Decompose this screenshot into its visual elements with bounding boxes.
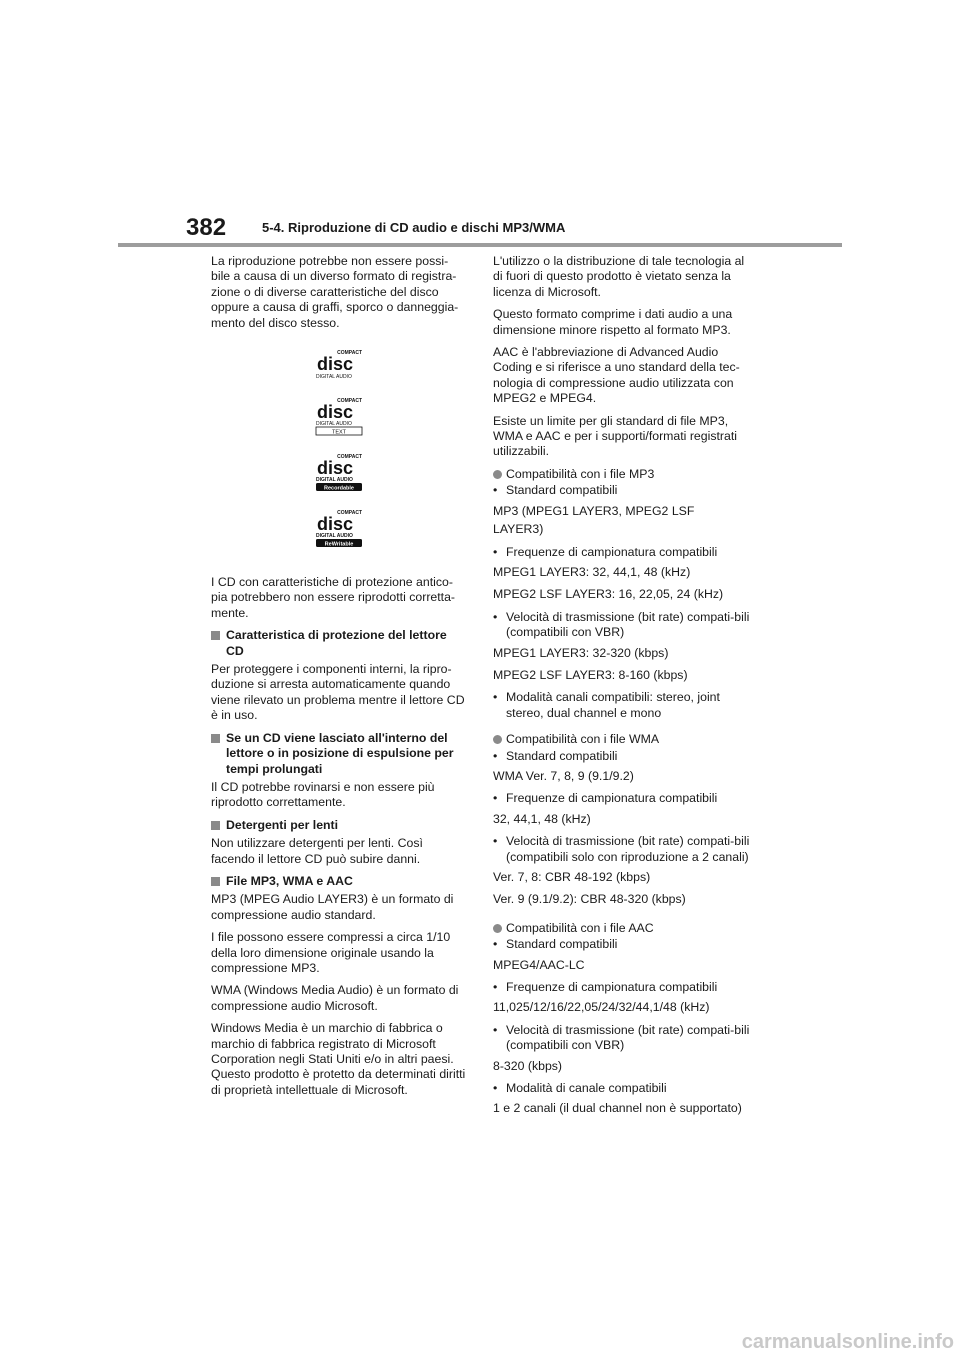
- heading-cd-protection: Caratteristica di protezione del lettore CD: [211, 628, 467, 659]
- watermark: carmanualsonline.info: [741, 1331, 954, 1353]
- svg-text:COMPACT: COMPACT: [337, 350, 362, 357]
- svg-text:Recordable: Recordable: [324, 485, 354, 492]
- circle-bullet-icon: [493, 470, 502, 479]
- svg-text:COMPACT: COMPACT: [337, 454, 362, 461]
- circle-bullet-icon: [493, 735, 502, 744]
- header-rule: [118, 243, 842, 247]
- value-line: MPEG2 LSF LAYER3: 16, 22,05, 24 (kHz): [493, 587, 724, 602]
- svg-text:TEXT: TEXT: [331, 429, 347, 436]
- compact-disc-digital-audio-logo: [315, 349, 363, 381]
- value-line: WMA Ver. 7, 8, 9 (9.1/9.2): [493, 768, 634, 783]
- circle-bullet-icon: [493, 924, 502, 933]
- limits-paragraph: Esiste un limite per gli standard di file MP3, WMA e AAC e per i supporti/formati registrati utilizzabili.: [493, 413, 737, 459]
- square-bullet-icon: [211, 821, 220, 830]
- svg-text:COMPACT: COMPACT: [337, 398, 362, 405]
- svg-text:disc: disc: [317, 458, 354, 479]
- value-line: 8-320 (kbps): [493, 1058, 563, 1073]
- mp3-paragraph: MP3 (MPEG Audio LAYER3) è un formato di compressione audio standard.: [211, 892, 454, 922]
- aac-paragraph: AAC è l'abbreviazione di Advanced Audio Coding e si riferisce a uno standard della tec-nologia di compressione audio utilizzata con MPEG2 e MPEG4.: [493, 345, 740, 406]
- svg-text:DIGITAL AUDIO: DIGITAL AUDIO: [316, 477, 353, 484]
- svg-text:disc: disc: [317, 514, 354, 535]
- page-number: 382: [186, 214, 227, 241]
- svg-text:COMPACT: COMPACT: [337, 510, 362, 517]
- cd-protection-paragraph: Per proteggere i componenti interni, la ripro-duzione si arresta automaticamente quando viene rilevato un problema mentre il lettore CD è in uso.: [211, 662, 465, 723]
- left-column: [211, 254, 467, 1105]
- list-item: • Velocità di trasmissione (bit rate) compati-bili (compatibili solo con riproduzione a 2 canali): [493, 834, 755, 865]
- compact-disc-text-logo: [315, 397, 363, 437]
- list-item: • Modalità di canale compatibili: [493, 1081, 755, 1096]
- right-column: [493, 254, 755, 1124]
- square-bullet-icon: [211, 877, 220, 886]
- list-item: • Velocità di trasmissione (bit rate) compati-bili (compatibili con VBR): [493, 1023, 755, 1054]
- value-line: LAYER3): [493, 522, 544, 537]
- value-line: Ver. 9 (9.1/9.2): CBR 48-320 (kbps): [493, 892, 686, 907]
- list-item: • Frequenze di campionatura compatibili: [493, 545, 755, 560]
- lens-cleaners-paragraph: Non utilizzare detergenti per lenti. Così facendo il lettore CD può subire danni.: [211, 836, 423, 866]
- disc-logos: [211, 349, 467, 565]
- value-line: MPEG1 LAYER3: 32-320 (kbps): [493, 645, 669, 660]
- heading-file-formats: File MP3, WMA e AAC: [211, 874, 467, 889]
- heading-wma-compat: Compatibilità con i file WMA: [493, 732, 755, 747]
- copy-protection-paragraph: I CD con caratteristiche di protezione antico-pia potrebbero non essere riprodotti corretta-mente.: [211, 575, 456, 620]
- svg-text:DIGITAL AUDIO: DIGITAL AUDIO: [316, 533, 353, 540]
- square-bullet-icon: [211, 734, 220, 743]
- heading-mp3-compat: Compatibilità con i file MP3: [493, 467, 755, 482]
- format-paragraph: Questo formato comprime i dati audio a una dimensione minore rispetto al formato MP3.: [493, 307, 733, 337]
- svg-text:DIGITAL AUDIO: DIGITAL AUDIO: [316, 421, 352, 428]
- compact-disc-recordable-logo: [315, 453, 363, 493]
- value-line: MP3 (MPEG1 LAYER3, MPEG2 LSF: [493, 503, 695, 518]
- heading-lens-cleaners: Detergenti per lenti: [211, 818, 467, 833]
- value-line: 11,025/12/16/22,05/24/32/44,1/48 (kHz): [493, 1000, 710, 1015]
- heading-aac-compat: Compatibilità con i file AAC: [493, 921, 755, 936]
- value-line: 32, 44,1, 48 (kHz): [493, 811, 591, 826]
- value-line: 1 e 2 canali (il dual channel non è supportato): [493, 1101, 742, 1116]
- value-line: MPEG4/AAC-LC: [493, 957, 585, 972]
- list-item: • Standard compatibili: [493, 749, 755, 764]
- list-item: • Frequenze di campionatura compatibili: [493, 791, 755, 806]
- intro-paragraph: La riproduzione potrebbe non essere possi-bile a causa di un diverso formato di registra-zione o di diverse caratteristiche del disco oppure a causa di graffi, sporco o danneggia-mento del disco stesso.: [211, 254, 459, 330]
- svg-text:ReWritable: ReWritable: [324, 541, 354, 548]
- wma-paragraph: WMA (Windows Media Audio) è un formato di compressione audio Microsoft.: [211, 983, 459, 1013]
- heading-cd-left-inside: Se un CD viene lasciato all'interno del lettore o in posizione di espulsione per tempi prolungati: [211, 731, 467, 777]
- svg-text:DIGITAL AUDIO: DIGITAL AUDIO: [316, 374, 352, 381]
- compact-disc-rewritable-logo: [315, 509, 363, 549]
- value-line: MPEG1 LAYER3: 32, 44,1, 48 (kHz): [493, 564, 691, 579]
- list-item: • Velocità di trasmissione (bit rate) compati-bili (compatibili con VBR): [493, 610, 755, 641]
- list-item: • Standard compatibili: [493, 937, 755, 952]
- svg-text:disc: disc: [317, 402, 354, 423]
- list-item: • Modalità canali compatibili: stereo, joint stereo, dual channel e mono: [493, 690, 755, 721]
- license-paragraph: L'utilizzo o la distribuzione di tale tecnologia al di fuori di questo prodotto è vietato senza la licenza di Microsoft.: [493, 254, 745, 299]
- compression-paragraph: I file possono essere compressi a circa 1/10 della loro dimensione originale usando la compressione MP3.: [211, 930, 451, 975]
- trademark-paragraph: Windows Media è un marchio di fabbrica o marchio di fabbrica registrato di Microsoft Corporation negli Stati Uniti e/o in altri paesi. Questo prodotto è protetto da determinati diritti di proprietà intellettuale di Microsoft.: [211, 1021, 466, 1097]
- value-line: MPEG2 LSF LAYER3: 8-160 (kbps): [493, 667, 688, 682]
- cd-left-inside-paragraph: Il CD potrebbe rovinarsi e non essere più riprodotto correttamente.: [211, 779, 435, 810]
- list-item: • Standard compatibili: [493, 483, 755, 498]
- svg-text:disc: disc: [317, 354, 354, 375]
- section-title: 5-4. Riproduzione di CD audio e dischi MP3/WMA: [262, 220, 566, 235]
- square-bullet-icon: [211, 631, 220, 640]
- value-line: Ver. 7, 8: CBR 48-192 (kbps): [493, 870, 651, 884]
- list-item: • Frequenze di campionatura compatibili: [493, 980, 755, 995]
